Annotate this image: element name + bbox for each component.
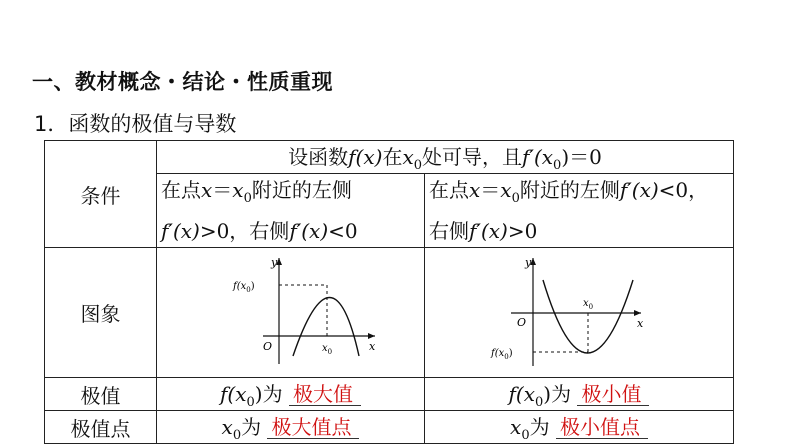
row-label-extreme-value: 极值 (45, 378, 157, 411)
condition-header: 设函数f(x)在$x_0$处可导，且$f'(x_0)=0$ (157, 141, 734, 174)
row-label-condition: 条件 (45, 141, 157, 248)
max-point-answer: 极大值点 (267, 416, 359, 439)
max-graph-y-label: y (270, 255, 277, 269)
max-value-cell: $f(x_0)$为 极大值 (157, 378, 425, 411)
min-graph-curve (543, 280, 633, 353)
max-graph-x-label: x (368, 339, 375, 353)
min-condition-cell: 在点$x=x_0$附近的左侧f′(x)<0， 右侧f′(x)>0 (425, 174, 734, 248)
max-graph (201, 254, 381, 372)
min-graph-x-label: x (637, 316, 644, 330)
section-heading: 一、教材概念・结论・性质重现 (32, 70, 333, 94)
min-graph (489, 254, 669, 372)
min-point-answer: 极小值点 (556, 416, 648, 439)
extremum-table (44, 140, 734, 444)
min-graph-origin-label: O (517, 315, 527, 329)
max-graph-x0-label: $x_0$ (321, 342, 332, 356)
subsection-heading: 1．函数的极值与导数 (34, 112, 237, 136)
min-graph-fx0-label: $f(x_0)$ (491, 347, 513, 361)
max-condition-cell: 在点$x=x_0$附近的左侧 f′(x)>0，右侧f′(x)<0 (157, 174, 425, 248)
max-graph-origin-label: O (262, 339, 272, 353)
min-point-cell: $x_0$为 极小值点 (425, 411, 734, 444)
max-graph-fx0-label: $f(x_0)$ (232, 280, 255, 294)
min-value-answer: 极小值 (577, 383, 649, 406)
max-graph-cell (157, 248, 425, 378)
max-value-answer: 极大值 (289, 383, 361, 406)
row-label-extreme-point: 极值点 (45, 411, 157, 444)
max-point-cell: $x_0$为 极大值点 (157, 411, 425, 444)
min-graph-y-label: y (525, 255, 532, 269)
row-label-graph: 图象 (45, 248, 157, 378)
min-value-cell: $f(x_0)$为 极小值 (425, 378, 734, 411)
min-graph-x0-label: $x_0$ (583, 297, 594, 311)
min-graph-cell (425, 248, 734, 378)
